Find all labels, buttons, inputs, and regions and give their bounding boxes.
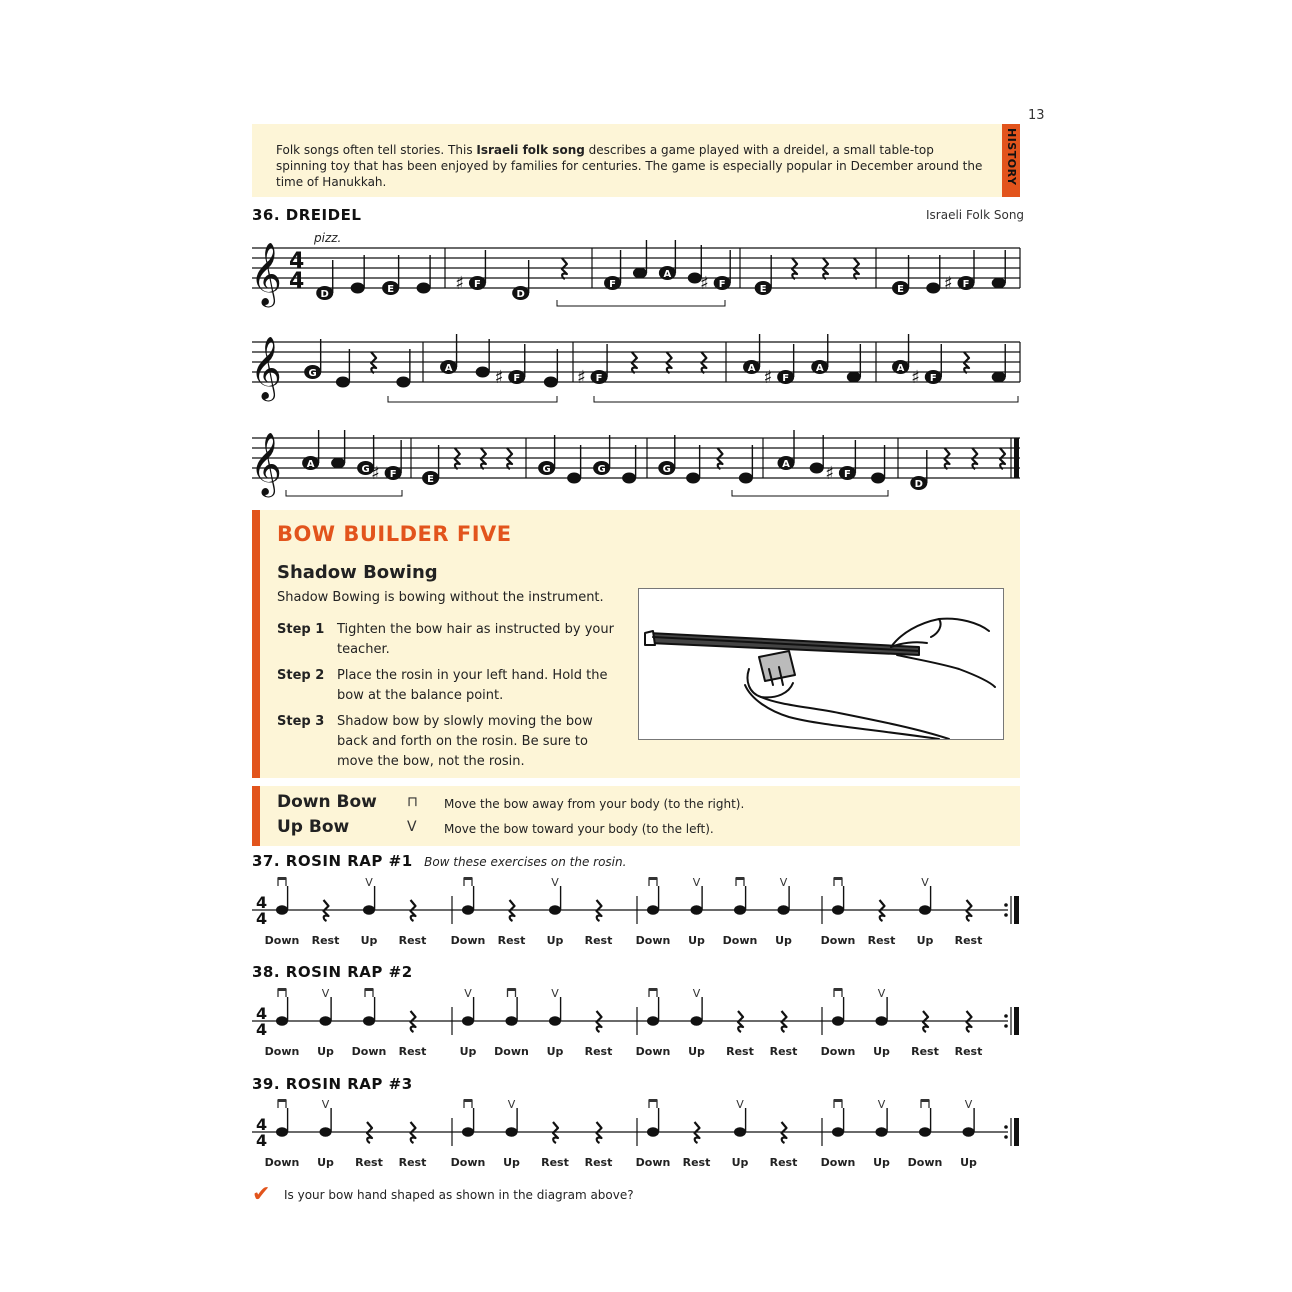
note-name: G <box>308 368 317 379</box>
down-bow-bar <box>278 877 286 880</box>
up-bow-symbol: V <box>365 876 373 889</box>
beat-label: Rest <box>769 1156 798 1169</box>
note-head <box>276 905 288 915</box>
note-name: F <box>718 279 726 290</box>
up-bow-symbol: V <box>321 1098 330 1111</box>
step-label: Step 2 <box>277 668 325 683</box>
note-name: F <box>843 469 851 480</box>
up-bow-symbol: V <box>877 1098 886 1111</box>
note-head <box>919 1127 931 1137</box>
repeat-dot <box>1004 1024 1008 1028</box>
note-name: F <box>962 279 970 290</box>
history-text-bold: Israeli folk song <box>476 143 585 157</box>
beat-label: Up <box>916 934 934 947</box>
note-head <box>462 1016 474 1026</box>
beat-label: Rest <box>398 1156 427 1169</box>
note-head <box>320 1016 332 1026</box>
beat-label: Rest <box>682 1156 711 1169</box>
beat-label: Down <box>907 1156 943 1169</box>
sharp-sign: ♯ <box>577 367 586 388</box>
beat-label: Rest <box>911 1045 939 1058</box>
down-bow-bar <box>921 1099 929 1102</box>
exercise-37-label: 37. ROSIN RAP #1 <box>252 852 413 870</box>
repeat-dot <box>1004 1014 1008 1018</box>
up-bow-symbol: V <box>507 1098 516 1111</box>
note-head <box>462 905 474 915</box>
down-bow-description: Move the bow away from your body (to the right). <box>444 797 745 811</box>
note-name: E <box>427 474 435 485</box>
bow-builder-intro: Shadow Bowing is bowing without the instrument. <box>277 590 604 605</box>
beat-label: Up <box>360 934 378 947</box>
beat-label: Down <box>494 1045 529 1058</box>
down-bow-bar <box>649 988 657 991</box>
beat-label: Up <box>546 1045 564 1058</box>
note-name: E <box>897 284 904 295</box>
up-bow-symbol: V <box>877 987 886 1000</box>
down-bow-bar <box>649 877 657 880</box>
sharp-sign: ♯ <box>700 273 709 294</box>
sharp-sign: ♯ <box>455 273 465 294</box>
note-name: G <box>542 464 551 475</box>
sharp-sign: ♯ <box>911 367 920 388</box>
note-name: A <box>444 363 453 374</box>
beat-label: Down <box>351 1045 387 1058</box>
beat-label: Down <box>722 934 758 947</box>
note-head <box>276 1127 288 1137</box>
down-bow-bar <box>736 877 744 880</box>
up-bow-symbol: V <box>407 819 417 835</box>
beat-label: Down <box>635 934 671 947</box>
page-number: 13 <box>1028 108 1045 123</box>
note-name: F <box>389 469 397 480</box>
beat-label: Up <box>688 934 705 947</box>
beat-label: Rest <box>954 934 983 947</box>
note-name: G <box>361 464 370 475</box>
note-head <box>506 1016 518 1026</box>
up-bow-symbol: V <box>964 1098 973 1111</box>
beat-label: Rest <box>769 1045 798 1058</box>
time-signature-top: 4 <box>289 249 305 274</box>
rosin-rap-staff-38 <box>252 987 1019 1058</box>
repeat-thick <box>1014 1118 1019 1146</box>
down-bow-bar <box>464 1099 472 1102</box>
note-head <box>647 905 659 915</box>
up-bow-symbol: V <box>464 987 472 1000</box>
note-head <box>549 1016 561 1026</box>
beat-label: Up <box>960 1156 977 1169</box>
sharp-sign: ♯ <box>944 273 953 294</box>
repeat-dot <box>1004 913 1008 917</box>
note-head <box>363 1016 375 1026</box>
beat-label: Rest <box>541 1156 569 1169</box>
time-signature-bottom: 4 <box>256 1020 268 1039</box>
down-bow-bar <box>834 1099 842 1102</box>
note-head <box>963 1127 975 1137</box>
beat-label: Down <box>820 1156 856 1169</box>
down-bow-bar <box>464 877 472 880</box>
up-bow-symbol: V <box>321 987 330 1000</box>
exercise-38-title: 38. ROSIN RAP #2 <box>252 963 413 981</box>
beat-label: Up <box>775 934 792 947</box>
up-bow-symbol: V <box>692 876 701 889</box>
composer-credit: Israeli Folk Song <box>926 208 1025 222</box>
beat-label: Rest <box>355 1156 383 1169</box>
beat-label: Up <box>688 1045 705 1058</box>
note-head <box>363 905 375 915</box>
note-name: F <box>929 373 937 384</box>
history-tab-label: HISTORY <box>1005 128 1018 186</box>
bow-builder-title: BOW BUILDER FIVE <box>277 522 512 546</box>
note-name: A <box>747 363 756 374</box>
note-head <box>506 1127 518 1137</box>
beat-label: Rest <box>584 1156 613 1169</box>
beat-label: Up <box>317 1045 334 1058</box>
beat-label: Up <box>317 1156 334 1169</box>
down-bow-bar <box>834 988 842 991</box>
down-bow-symbol: ⊓ <box>407 794 418 810</box>
beat-label: Rest <box>311 934 340 947</box>
repeat-thick <box>1014 896 1019 924</box>
note-name: G <box>662 464 671 475</box>
repeat-thick <box>1014 1007 1019 1035</box>
down-bow-bar <box>278 1099 286 1102</box>
note-head <box>320 1127 332 1137</box>
note-name: A <box>306 459 315 470</box>
checklist-question: Is your bow hand shaped as shown in the diagram above? <box>284 1188 634 1202</box>
beat-label: Rest <box>584 1045 613 1058</box>
note-name: D <box>320 289 329 300</box>
down-bow-bar <box>278 988 286 991</box>
up-bow-symbol: V <box>736 1098 744 1111</box>
note-name: F <box>782 373 790 384</box>
up-bow-symbol: V <box>551 987 559 1000</box>
note-head <box>549 905 561 915</box>
beat-label: Up <box>459 1045 477 1058</box>
step-text: Tighten the bow hair as instructed by your teacher. <box>337 622 614 657</box>
beat-label: Down <box>264 934 300 947</box>
sharp-sign: ♯ <box>825 463 835 484</box>
beat-label: Down <box>820 934 856 947</box>
note-name: F <box>513 373 521 384</box>
checkmark-icon: ✔ <box>252 1182 271 1207</box>
beat-label: Rest <box>398 1045 427 1058</box>
beat-label: Down <box>635 1156 671 1169</box>
note-head <box>832 1127 844 1137</box>
sharp-sign: ♯ <box>371 463 380 484</box>
note-name: D <box>516 289 525 300</box>
note-head <box>778 905 790 915</box>
note-head <box>462 1127 474 1137</box>
note-name: F <box>609 279 616 290</box>
note-head <box>876 1016 888 1026</box>
beat-label: Up <box>503 1156 520 1169</box>
note-head <box>691 1016 703 1026</box>
note-name: A <box>896 363 905 374</box>
beat-label: Rest <box>584 934 613 947</box>
beat-label: Rest <box>497 934 526 947</box>
time-signature-top: 4 <box>256 1004 268 1023</box>
repeat-dot <box>1004 1125 1008 1129</box>
time-signature-bottom: 4 <box>289 269 305 294</box>
time-signature-bottom: 4 <box>256 909 268 928</box>
step-label: Step 3 <box>277 714 325 729</box>
down-bow-bar <box>834 877 842 880</box>
repeat-dot <box>1004 1135 1008 1139</box>
up-bow-symbol: V <box>692 987 701 1000</box>
history-text-part: describes a game played with a dreidel, a small table-top spinning toy that has been enjoyed by families for centuries. The game is especially popular in December around the time of Hanukkah. <box>276 143 983 189</box>
note-head <box>276 1016 288 1026</box>
exercise-37-instruction: Bow these exercises on the rosin. <box>424 855 627 869</box>
up-bow-description: Move the bow toward your body (to the left). <box>444 822 714 836</box>
beat-label: Up <box>546 934 564 947</box>
step-text: Place the rosin in your left hand. Hold the bow at the balance point. <box>337 668 608 703</box>
note-head <box>832 905 844 915</box>
note-name: D <box>914 479 923 490</box>
beat-label: Down <box>450 934 486 947</box>
time-signature-top: 4 <box>256 893 268 912</box>
bow-builder-subtitle: Shadow Bowing <box>277 562 438 583</box>
note-name: G <box>597 464 606 475</box>
down-bow-bar <box>649 1099 657 1102</box>
note-head <box>647 1127 659 1137</box>
beat-label: Up <box>873 1156 890 1169</box>
note-head <box>734 905 746 915</box>
beat-label: Rest <box>726 1045 754 1058</box>
beat-label: Rest <box>398 934 427 947</box>
note-head <box>919 905 931 915</box>
note-name: A <box>815 363 824 374</box>
exercise-39-title: 39. ROSIN RAP #3 <box>252 1075 413 1093</box>
beat-label: Up <box>731 1156 749 1169</box>
note-name: A <box>782 459 790 470</box>
pizzicato-marking: pizz. <box>314 231 342 245</box>
up-bow-symbol: V <box>921 876 929 889</box>
rosin-rap-staff-37 <box>252 876 1019 947</box>
beat-label: Down <box>264 1156 300 1169</box>
beat-label: Down <box>450 1156 486 1169</box>
note-name: F <box>474 279 481 290</box>
step-text: Shadow bow by slowly moving the bow back and forth on the rosin. Be sure to move the bow, not the rosin. <box>337 714 593 769</box>
beat-label: Down <box>635 1045 671 1058</box>
up-bow-symbol: V <box>551 876 559 889</box>
note-head <box>832 1016 844 1026</box>
note-name: A <box>663 269 672 280</box>
down-bow-bar <box>365 988 373 991</box>
beat-label: Down <box>820 1045 856 1058</box>
sharp-sign: ♯ <box>494 367 504 388</box>
down-bow-label: Down Bow <box>277 792 377 812</box>
treble-clef: 𝄞 <box>250 336 282 399</box>
treble-clef: 𝄞 <box>250 432 282 495</box>
beat-label: Rest <box>867 934 896 947</box>
time-signature-bottom: 4 <box>256 1131 268 1150</box>
step-label: Step 1 <box>277 622 325 637</box>
up-bow-symbol: V <box>779 876 788 889</box>
up-bow-label: Up Bow <box>277 817 350 837</box>
sharp-sign: ♯ <box>763 367 773 388</box>
beat-label: Up <box>873 1045 890 1058</box>
repeat-dot <box>1004 903 1008 907</box>
note-head <box>691 905 703 915</box>
down-bow-bar <box>508 988 516 991</box>
rosin-rap-staff-39 <box>252 1098 1019 1169</box>
note-name: F <box>595 373 603 384</box>
beat-label: Down <box>264 1045 300 1058</box>
note-head <box>647 1016 659 1026</box>
note-head <box>734 1127 746 1137</box>
note-name: E <box>387 284 395 295</box>
beat-label: Rest <box>954 1045 983 1058</box>
treble-clef: 𝄞 <box>250 242 282 305</box>
note-name: E <box>759 284 767 295</box>
history-text-part: Folk songs often tell stories. This <box>276 143 477 157</box>
note-head <box>876 1127 888 1137</box>
time-signature-top: 4 <box>256 1115 268 1134</box>
exercise-36-title: 36. DREIDEL <box>252 206 362 224</box>
